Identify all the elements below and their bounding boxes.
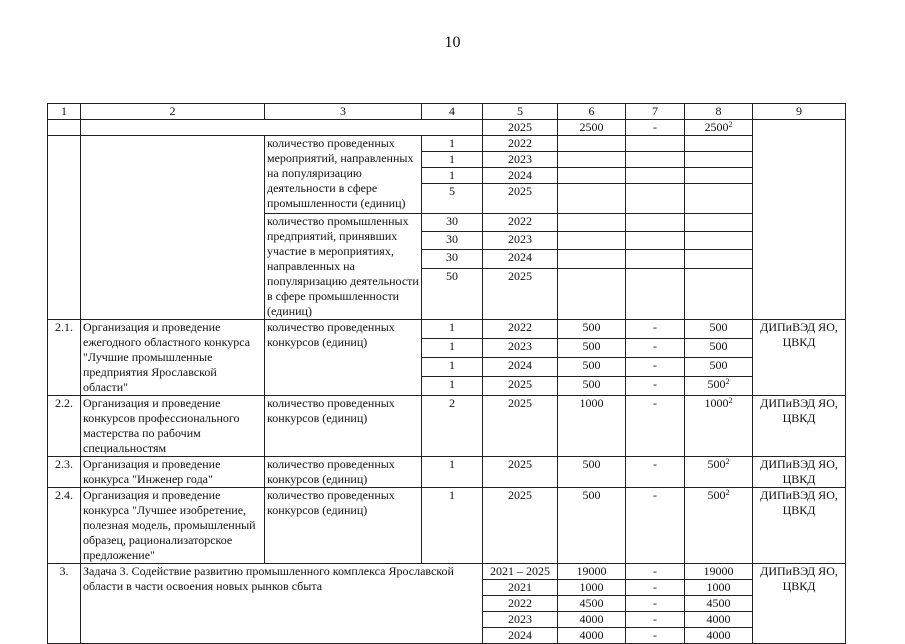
indicator-label: количество проведенных мероприятий, направленных на популяризацию деятельности в сфере промышленности (единиц): [265, 136, 422, 214]
activity-name: Организация и проведение конкурса "Инженер года": [81, 457, 265, 488]
col-header: 8: [685, 104, 753, 120]
table-row: 1 2025 500 - $500^2$: [48, 377, 846, 396]
program-table: [47, 103, 846, 644]
table-row: количество промышленных предприятий, принявших участие в мероприятиях, направленных на популяризацию деятельности в сфере промышленности (единиц) 30 2022: [48, 214, 846, 232]
executor: ДИПиВЭД ЯО, ЦВКД: [753, 564, 846, 644]
table-row: 2025 2500 - 2500$^2$: [48, 120, 846, 136]
indicator-label: количество проведенных конкурсов (единиц): [265, 488, 422, 564]
table-row: количество проведенных мероприятий, направленных на популяризацию деятельности в сфере промышленности (единиц) 1 2022: [48, 136, 846, 152]
table-row: 5 2025: [48, 184, 846, 214]
activity-name: Организация и проведение конкурсов профессионального мастерства по рабочим специальностям: [81, 396, 265, 457]
row-number: 3.: [48, 564, 81, 644]
table-row: 1 2023 500 - 500: [48, 339, 846, 358]
table-row: 1 2024: [48, 168, 846, 184]
table-row: 1 2023: [48, 152, 846, 168]
table-row: 2.2. Организация и проведение конкурсов профессионального мастерства по рабочим специальностям количество проведенных конкурсов (единиц) 2 2025 1000 - 1000$^2$ ДИПиВЭД ЯО, ЦВКД: [48, 396, 846, 457]
col-header: 1: [48, 104, 81, 120]
page-number: 10: [444, 34, 461, 51]
col-header: 2: [81, 104, 265, 120]
finance-cell: 2500$^2$: [685, 120, 753, 136]
indicator-label: количество проведенных конкурсов (единиц): [265, 396, 422, 457]
header-row: [48, 104, 846, 120]
indicator-label: количество проведенных конкурсов (единиц): [265, 457, 422, 488]
executor: ДИПиВЭД ЯО, ЦВКД: [753, 320, 846, 396]
executor: ДИПиВЭД ЯО, ЦВКД: [753, 396, 846, 457]
indicator-label: количество проведенных конкурсов (единиц): [265, 320, 422, 396]
col-header: 5: [483, 104, 558, 120]
task-name: Задача 3. Содействие развитию промышленного комплекса Ярославской области в части освоения новых рынков сбыта: [81, 564, 483, 644]
table-row: 3. Задача 3. Содействие развитию промышленного комплекса Ярославской области в части освоения новых рынков сбыта 2021 – 2025 19000 - 19000 ДИПиВЭД ЯО, ЦВКД: [48, 564, 846, 580]
table-row: 2024 4000 - 4000: [48, 628, 846, 644]
indicator-label: количество промышленных предприятий, принявших участие в мероприятиях, направленных на популяризацию деятельности в сфере промышленности (единиц): [265, 214, 422, 320]
row-number: 2.4.: [48, 488, 81, 564]
col-header: 4: [422, 104, 483, 120]
col-header: 6: [558, 104, 626, 120]
executor: ДИПиВЭД ЯО, ЦВКД: [753, 457, 846, 488]
row-number: 2.1.: [48, 320, 81, 396]
table-row: 2.3. Организация и проведение конкурса "Инженер года" количество проведенных конкурсов (единиц) 1 2025 500 - $500^2$ ДИПиВЭД ЯО, ЦВКД: [48, 457, 846, 488]
activity-name: Организация и проведение конкурса "Лучшее изобретение, полезная модель, промышленный образец, рационализаторское предложение": [81, 488, 265, 564]
table-row: 2021 1000 - 1000: [48, 580, 846, 596]
table-row: 2.4. Организация и проведение конкурса "Лучшее изобретение, полезная модель, промышленный образец, рационализаторское предложение" количество проведенных конкурсов (единиц) 1 2025 500 - $500^2$ ДИПиВЭД ЯО, ЦВКД: [48, 488, 846, 564]
col-header: 3: [265, 104, 422, 120]
table-row: 50 2025: [48, 268, 846, 319]
table-row: 2.1. Организация и проведение ежегодного областного конкурса "Лучшие промышленные предприятия Ярославской области" количество проведенных конкурсов (единиц) 1 2022 500 - 500 ДИПиВЭД ЯО, ЦВКД: [48, 320, 846, 339]
row-number: 2.2.: [48, 396, 81, 457]
table-row: 2022 4500 - 4500: [48, 596, 846, 612]
row-number: 2.3.: [48, 457, 81, 488]
executor: ДИПиВЭД ЯО, ЦВКД: [753, 488, 846, 564]
activity-name: Организация и проведение ежегодного областного конкурса "Лучшие промышленные предприятия Ярославской области": [81, 320, 265, 396]
col-header: 7: [626, 104, 685, 120]
table-row: 30 2023: [48, 232, 846, 250]
col-header: 9: [753, 104, 846, 120]
table-row: 1 2024 500 - 500: [48, 358, 846, 377]
table-row: 30 2024: [48, 250, 846, 268]
table-row: 2023 4000 - 4000: [48, 612, 846, 628]
